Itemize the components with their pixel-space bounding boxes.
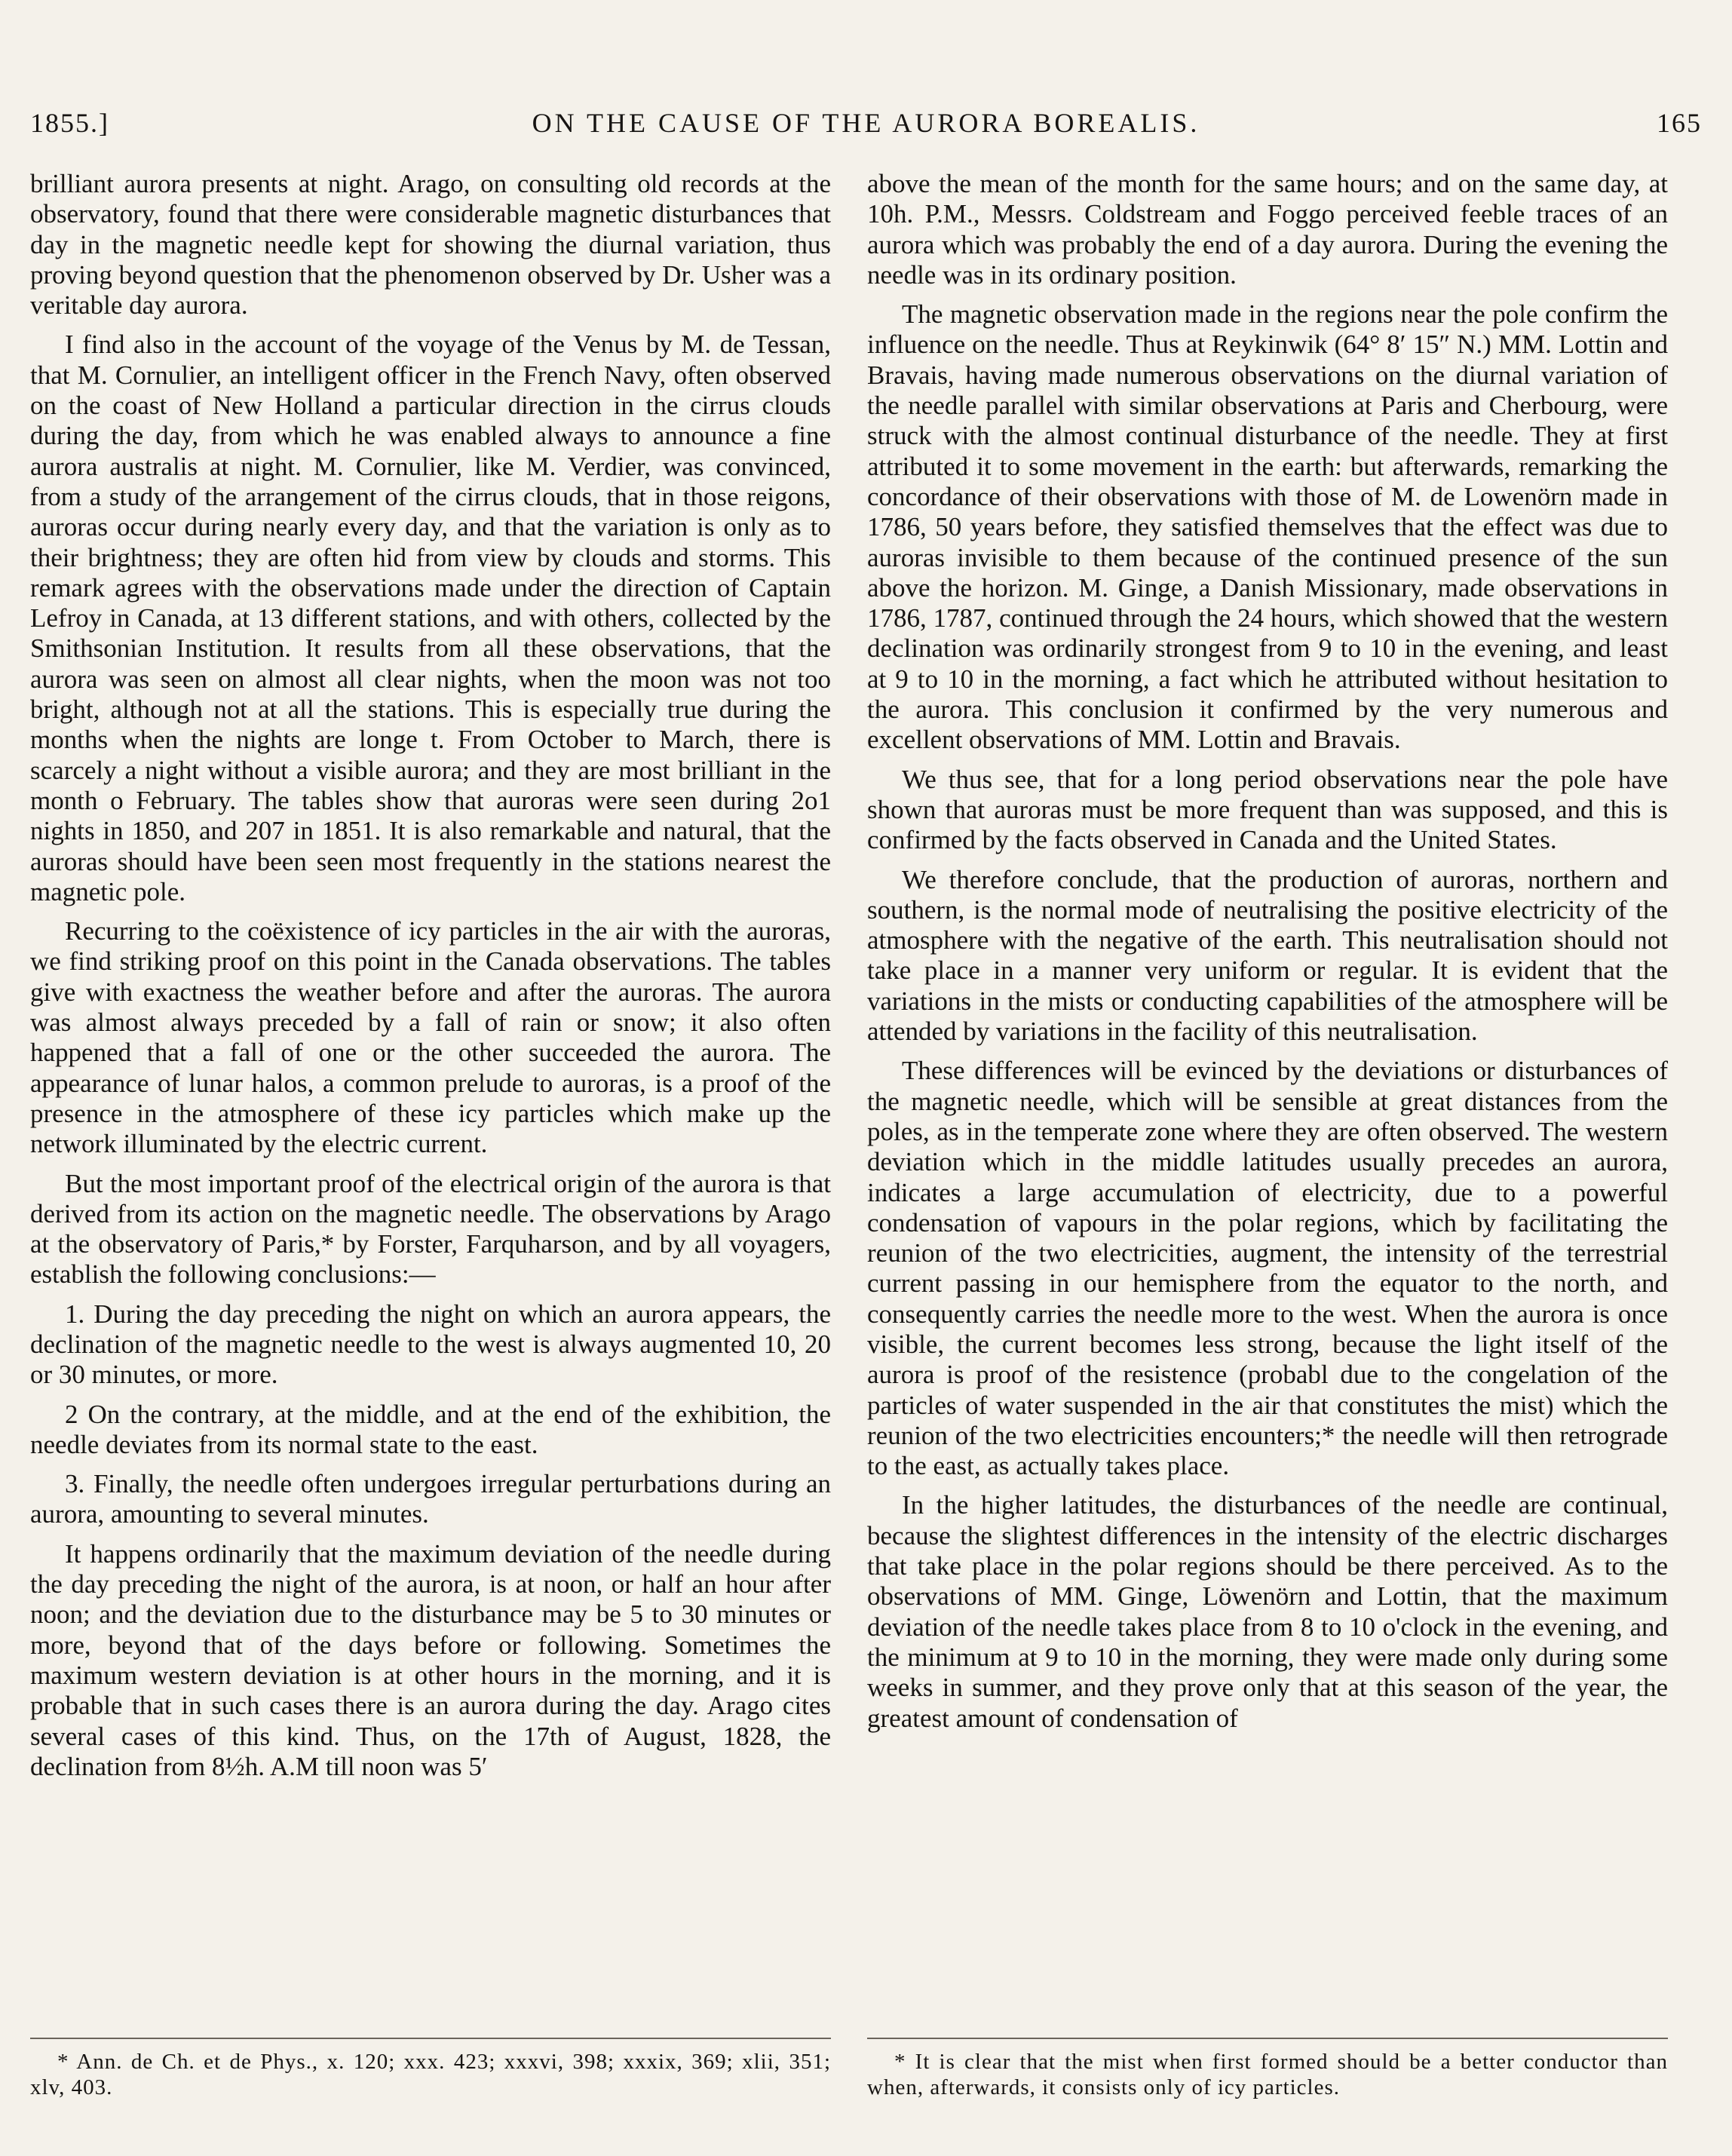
page-number: 165 [1657,108,1702,138]
paragraph: above the mean of the month for the same hours; and on the same day, at 10h. P.M., Messrs. Coldstream and Foggo perceived feeble traces of an aurora which was probably the end of a day aurora. During the evening the needle was in its ordinary position. [867,169,1668,290]
footnote-left [30,2049,831,2100]
paragraph: But the most important proof of the electrical origin of the aurora is that derived from its action on the magnetic needle. The observations by Arago at the observatory of Paris,* by Forster, Farquharson, and by all voyagers, establish the following conclusions:— [30,1168,831,1290]
footnote-divider [30,2038,831,2039]
right-column [867,169,1668,1734]
numbered-conclusion: 3. Finally, the needle often undergoes irregular perturbations during an aurora, amounting to several minutes. [30,1469,831,1529]
paragraph: We thus see, that for a long period observations near the pole have shown that auroras must be more frequent than was supposed, and this is confirmed by the facts observed in Canada and the United States. [867,764,1668,855]
numbered-conclusion: 2 On the contrary, at the middle, and at the end of the exhibition, the needle deviates from its normal state to the east. [30,1399,831,1459]
footnote-text: * Ann. de Ch. et de Phys., x. 120; xxx. 423; xxxvi, 398; xxxix, 369; xlii, 351; xlv, 403. [30,2050,831,2099]
paragraph: Recurring to the coëxistence of icy particles in the air with the auroras, we find striking proof on this point in the Canada observations. The tables give with exactness the weather before and after the auroras. The aurora was almost always preceded by a fall of rain or snow; it also often happened that a fall of one or the other succeeded the aurora. The appearance of lunar halos, a common prelude to auroras, is a proof of the presence in the atmosphere of these icy particles which make up the network illuminated by the electric current. [30,916,831,1159]
numbered-conclusion: 1. During the day preceding the night on which an aurora appears, the declination of the magnetic needle to the west is always augmented 10, 20 or 30 minutes, or more. [30,1299,831,1390]
paragraph: In the higher latitudes, the disturbances of the needle are continual, because the slightest differences in the intensity of the electric discharges that take place in the polar regions should be there perceived. As to the observations of MM. Ginge, Löwenörn and Lottin, that the maximum deviation of the needle takes place from 8 to 10 o'clock in the evening, and the minimum at 9 to 10 in the morning, they were made only during some weeks in summer, and they prove only that at this season of the year, the greatest amount of condensation of [867,1490,1668,1733]
running-title: ON THE CAUSE OF THE AURORA BOREALIS. [532,108,1200,138]
paragraph: brilliant aurora presents at night. Arago, on consulting old records at the observatory, found that there were considerable magnetic disturbances that day in the magnetic needle kept for showing the diurnal variation, thus proving beyond question that the phenomenon observed by Dr. Usher was a veritable day aurora. [30,169,831,320]
paragraph: It happens ordinarily that the maximum deviation of the needle during the day preceding the night of the aurora, is at noon, or half an hour after noon; and the deviation due to the disturbance may be 5 to 30 minutes or more, beyond that of the days before or following. Sometimes the maximum western deviation is at other hours in the morning, and it is probable that in such cases there is an aurora during the day. Arago cites several cases of this kind. Thus, on the 17th of August, 1828, the declination from 8½h. A.M till noon was 5′ [30,1538,831,1781]
footnote-right [867,2049,1668,2100]
footnote-text: * It is clear that the mist when first formed should be a better conductor than when, afterwards, it consists only of icy particles. [867,2050,1668,2099]
paragraph: I find also in the account of the voyage of the Venus by M. de Tessan, that M. Cornulier, an intelligent officer in the French Navy, often observed on the coast of New Holland a particular direction in the cirrus clouds during the day, from which he was enabled always to announce a fine aurora australis at night. M. Cornulier, like M. Verdier, was convinced, from a study of the arrangement of the cirrus clouds, that in those reigons, auroras occur during nearly every day, and that the variation is only as to their brightness; they are often hid from view by clouds and storms. This remark agrees with the observations made under the direction of Captain Lefroy in Canada, at 13 different stations, and with others, collected by the Smithsonian Institution. It results from all these observations, that the aurora was seen on almost all clear nights, when the moon was not too bright, although not at all the stations. This is especially true during the months when the nights are longe t. From October to March, there is scarcely a night without a visible aurora; and they are most brilliant in the month o February. The tables show that auroras were seen during 2o1 nights in 1850, and 207 in 1851. It is also remarkable and natural, that the auroras should have been seen most frequently in the stations nearest the magnetic pole. [30,330,831,906]
header-year: 1855.] [30,108,109,138]
running-header [30,103,1702,148]
paragraph: We therefore conclude, that the production of auroras, northern and southern, is the normal mode of neutralising the positive electricity of the atmosphere with the negative of the earth. This neutralisation should not take place in a manner very uniform or regular. It is evident that the variations in the mists or conducting capabilities of the atmosphere will be attended by variations in the facility of this neutralisation. [867,864,1668,1047]
document-page [30,103,1702,2124]
paragraph: The magnetic observation made in the regions near the pole confirm the influence on the needle. Thus at Reykinwik (64° 8′ 15″ N.) MM. Lottin and Bravais, having made numerous observations on the diurnal variation of the needle parallel with similar observations at Paris and Cherbourg, were struck with the almost continual disturbance of the needle. They at first attributed it to some movement in the earth: but afterwards, remarking the concordance of their observations with those of M. de Lowenörn made in 1786, 50 years before, they satisfied themselves that the effect was due to auroras invisible to them because of the continued presence of the sun above the horizon. M. Ginge, a Danish Missionary, made observations in 1786, 1787, continued through the 24 hours, which showed that the western declination was ordinarily strongest from 9 to 10 in the evening, and least at 9 to 10 in the morning, a fact which he attributed without hesitation to the aurora. This conclusion it confirmed by the very numerous and excellent observations of MM. Lottin and Bravais. [867,299,1668,755]
left-column [30,169,831,1782]
paragraph: These differences will be evinced by the deviations or disturbances of the magnetic needle, which will be sensible at great distances from the poles, as in the temperate zone where they are often observed. The western deviation which in the middle latitudes usually precedes an aurora, indicates a large accumulation of electricity, due to a powerful condensation of vapours in the polar regions, which by facilitating the reunion of the two electricities, augment, the intensity of the terrestrial current passing in our hemisphere from the equator to the north, and consequently carries the needle more to the west. When the aurora is once visible, the current becomes less strong, because the light itself of the aurora is proof of the resistence (probabl due to the congelation of the particles of water suspended in the air that constitutes the mist) which the reunion of the two electricities encounters;* the needle will then retrograde to the east, as actually takes place. [867,1056,1668,1481]
footnote-divider [867,2038,1668,2039]
